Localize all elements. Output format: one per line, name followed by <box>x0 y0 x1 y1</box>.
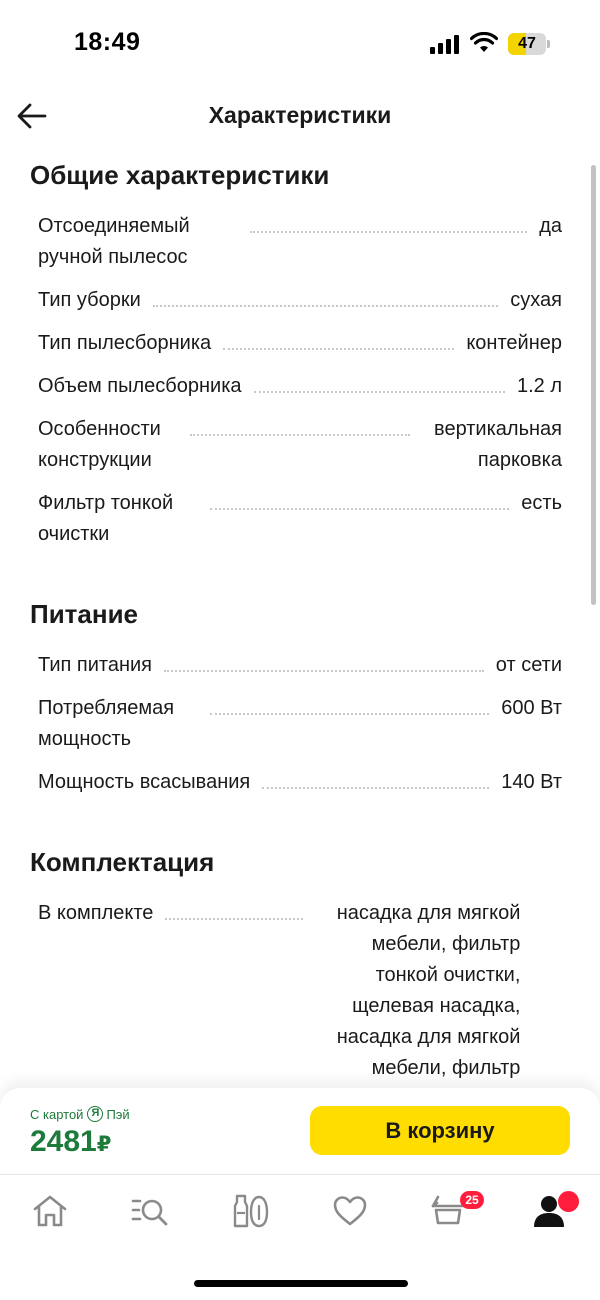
spec-row <box>30 693 562 755</box>
home-indicator[interactable] <box>194 1280 408 1287</box>
spec-value: сухая <box>510 289 562 311</box>
spec-name: Тип уборки <box>38 289 141 311</box>
spec-name: Объем пылесборника <box>38 375 242 397</box>
spec-value: вертикальная парковка <box>434 418 562 471</box>
spec-value: да <box>539 215 562 237</box>
dotted-leader <box>165 898 303 920</box>
specs-content <box>0 155 600 1127</box>
pay-note <box>30 1106 130 1122</box>
price <box>30 1122 111 1165</box>
spec-value: 140 Вт <box>501 771 562 793</box>
price-value: 2481 <box>30 1125 97 1158</box>
home-icon <box>31 1194 69 1228</box>
notification-dot <box>558 1191 579 1212</box>
spec-value: от сети <box>495 654 562 676</box>
section-power <box>0 594 600 798</box>
tab-favorites[interactable] <box>328 1191 372 1231</box>
tab-home[interactable] <box>28 1191 72 1231</box>
spec-row <box>30 328 562 359</box>
spec-name: Потребляемая мощность <box>38 697 175 750</box>
section-title: Питание <box>30 599 139 629</box>
spec-row <box>30 767 562 798</box>
spec-row <box>30 371 562 402</box>
tab-products[interactable] <box>228 1191 272 1231</box>
section-title: Комплектация <box>30 847 215 877</box>
section-general <box>0 155 600 550</box>
spec-value: 600 Вт <box>501 697 562 719</box>
dotted-leader <box>153 285 499 307</box>
tab-catalog[interactable] <box>128 1191 172 1231</box>
pay-note-suffix: Пэй <box>106 1106 130 1122</box>
spec-row <box>30 898 562 1115</box>
status-time: 18:49 <box>74 28 141 56</box>
spec-name: Тип питания <box>38 654 153 676</box>
page-title: Характеристики <box>208 102 392 128</box>
section-title: Общие характеристики <box>30 160 330 190</box>
spec-value: контейнер <box>466 332 562 354</box>
spec-name: Отсоединяемый ручной пылесос <box>38 215 190 268</box>
spec-row <box>30 285 562 316</box>
section-package <box>0 842 600 1115</box>
spec-name: Особенности конструкции <box>38 418 161 471</box>
dotted-leader <box>250 211 527 233</box>
spec-value: насадка для мягкой мебели, фильтр тонкой очистки, щелевая насадка, насадка для мягкой мебели, фильтр <box>336 902 521 1079</box>
spec-row <box>30 211 562 273</box>
spec-value: 1.2 л <box>516 375 562 397</box>
spec-name: Фильтр тонкой очистки <box>38 492 174 545</box>
dotted-leader <box>223 328 454 350</box>
dotted-leader <box>210 488 509 510</box>
wifi-icon <box>470 32 498 54</box>
battery-level: 47 <box>518 35 536 52</box>
spec-row <box>30 414 562 476</box>
dotted-leader <box>262 767 489 789</box>
pay-note-prefix: С картой <box>30 1106 84 1122</box>
spec-row <box>30 650 562 681</box>
spec-name: Тип пылесборника <box>38 332 212 354</box>
buy-panel <box>0 1088 600 1174</box>
currency-symbol: ₽ <box>96 1133 112 1156</box>
cart-count-badge: 25 <box>460 1191 484 1209</box>
status-bar <box>0 0 600 90</box>
dotted-leader <box>210 693 489 715</box>
battery-indicator <box>508 33 550 55</box>
spec-row <box>30 488 562 550</box>
spec-value: есть <box>521 492 562 514</box>
dotted-leader <box>164 650 484 672</box>
heart-icon <box>331 1194 369 1228</box>
spec-name: В комплекте <box>38 902 154 924</box>
spec-name: Мощность всасывания <box>38 771 251 793</box>
add-to-cart-button[interactable]: В корзину <box>310 1106 570 1155</box>
cellular-signal-icon <box>430 34 462 54</box>
page-header <box>0 90 600 144</box>
products-icon <box>230 1193 270 1229</box>
dotted-leader <box>190 414 410 436</box>
dotted-leader <box>254 371 505 393</box>
yandex-pay-icon: Я <box>87 1106 103 1122</box>
catalog-search-icon <box>130 1194 170 1228</box>
